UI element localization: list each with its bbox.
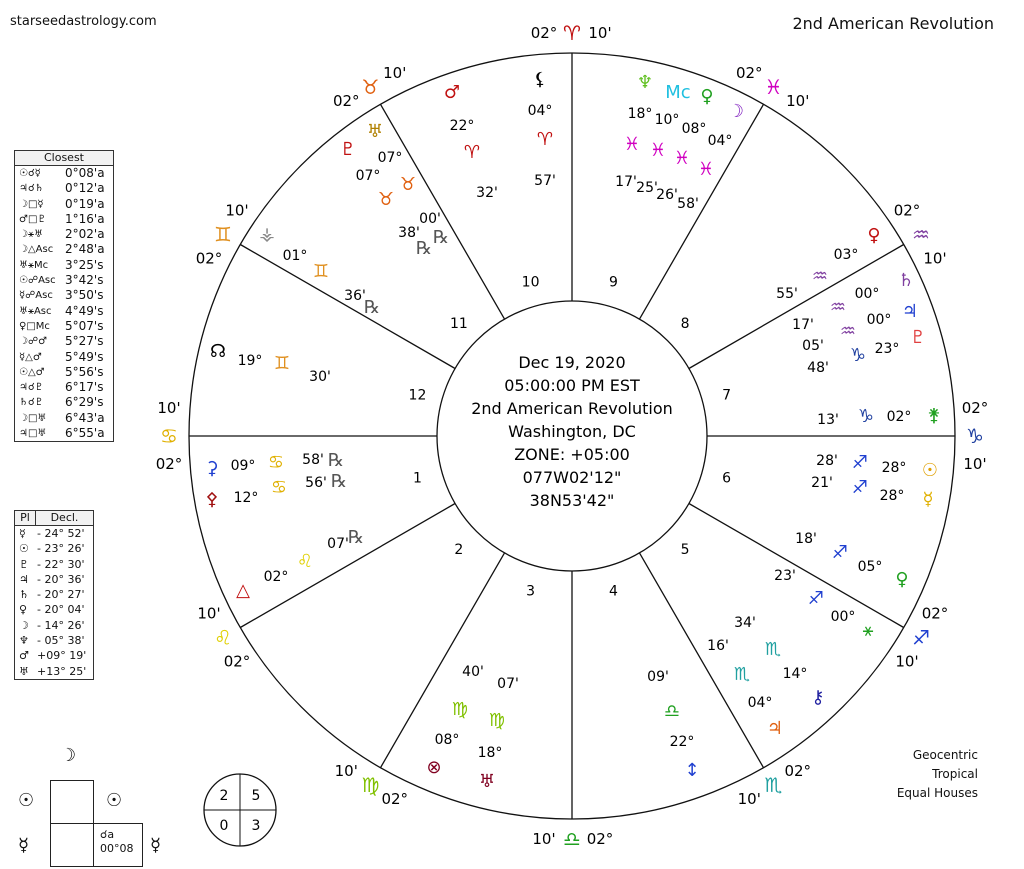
house-cusp-label: [196, 201, 249, 267]
planet-position-label: 10°: [654, 112, 680, 128]
zodiac-sign-icon: ♎: [563, 827, 581, 851]
house-number: 4: [608, 583, 618, 600]
planet-glyph-icon: ♅: [478, 771, 496, 792]
planet-position-label: 04°: [527, 103, 553, 119]
planet-glyph-icon: ♓: [649, 140, 667, 161]
cusp-minute: 10': [737, 790, 761, 809]
zodiac-sign-icon: ♏: [764, 773, 783, 798]
planet-position-label: 07°: [355, 168, 381, 184]
planet-position-label: 09': [647, 669, 669, 685]
planet-position-label: 00°: [866, 312, 892, 328]
zodiac-sign-icon: ♈: [563, 21, 581, 45]
planet-glyph-icon: ♇: [909, 327, 927, 348]
moon-icon: ☽: [60, 745, 77, 766]
closest-aspect: ☽△Asc: [19, 244, 54, 256]
planet-glyph-icon: ♊: [312, 261, 330, 282]
decl-value-header: Decl.: [50, 511, 79, 524]
cusp-degree: 02°: [921, 604, 949, 623]
planet-position-label: 01°: [282, 248, 308, 264]
planet-position-label: 30': [309, 369, 331, 385]
quadrant-circle: [200, 770, 280, 850]
chart-title: 2nd American Revolution: [792, 14, 994, 33]
planet-position-label: 04°: [747, 695, 773, 711]
cusp-minute: 10': [225, 201, 249, 220]
closest-row: [15, 273, 113, 288]
closest-aspect: ☉☌☿: [19, 168, 41, 179]
planet-glyph-icon: ℞: [347, 527, 365, 548]
declination-header: [15, 511, 93, 526]
cusp-degree: 02°: [530, 24, 558, 42]
planet-glyph-icon: ℞: [330, 471, 348, 492]
planet-position-label: 12°: [233, 490, 259, 506]
house-number: 12: [408, 387, 427, 404]
house-cusp-label: [894, 201, 947, 267]
planet-position-label: 57': [534, 173, 556, 189]
cusp-minute: 10': [923, 249, 947, 268]
house-cusp-label: [962, 399, 989, 473]
aspect-grid: [10, 745, 190, 865]
declination-row: [15, 648, 93, 663]
house-cusp-label: [333, 64, 406, 110]
closest-aspect: ☽⚹♅: [19, 229, 43, 241]
planet-glyph-icon: ♒: [829, 297, 847, 318]
planet-glyph-icon: ♃: [901, 301, 919, 322]
closest-row: [15, 319, 113, 334]
house-number: 3: [526, 583, 536, 600]
planet-position-label: 14°: [782, 666, 808, 682]
closest-orb: 5°49's: [65, 349, 104, 364]
decl-planet: ♀: [19, 603, 28, 617]
quadrant-3: 0: [219, 818, 229, 834]
center-info-line: 05:00:00 PM EST: [504, 376, 640, 395]
closest-orb: 5°07's: [65, 318, 104, 333]
planet-position-label: 02°: [263, 569, 289, 585]
planet-position-label: 17': [792, 317, 814, 333]
planet-glyph-icon: ℞: [363, 297, 381, 318]
planet-position-label: 00': [419, 211, 441, 227]
house-number: 6: [722, 470, 732, 487]
cusp-degree: 02°: [381, 790, 409, 809]
cusp-minute: 10': [334, 762, 358, 781]
decl-value: - 20° 36': [37, 572, 85, 586]
closest-orb: 6°43'a: [65, 410, 105, 425]
planet-glyph-icon: ♃: [766, 718, 784, 739]
closest-orb: 6°29's: [65, 395, 104, 410]
planet-glyph-icon: ♅: [366, 121, 384, 142]
declination-row: [15, 587, 93, 602]
planet-glyph-icon: ♐: [851, 477, 869, 498]
decl-planet: ♄: [19, 588, 29, 602]
planet-glyph-icon: ↕: [684, 760, 700, 781]
closest-aspect: ♃☌♄: [19, 183, 44, 195]
planet-position-label: 17': [615, 174, 637, 190]
planet-glyph-icon: ⚴: [205, 489, 219, 510]
planet-glyph-icon: ♋: [270, 477, 288, 498]
decl-value: - 14° 26': [37, 618, 85, 632]
planet-glyph-icon: ♄: [897, 270, 915, 291]
planet-glyph-icon: ♒: [811, 266, 829, 287]
cusp-minute: 10': [895, 652, 919, 671]
declination-row: [15, 664, 93, 679]
quadrant-1: 5: [251, 788, 261, 804]
planet-position-label: 40': [462, 664, 484, 680]
closest-aspects-table: [14, 150, 114, 442]
planet-position-label: 08°: [681, 121, 707, 137]
aspect-cell: [93, 823, 143, 867]
declination-row: [15, 526, 93, 541]
closest-orb: 5°27's: [65, 334, 104, 349]
sun-icon: ☉: [106, 790, 123, 811]
decl-planet: ♃: [19, 572, 29, 586]
planet-position-label: 21': [811, 475, 833, 491]
declination-row: [15, 633, 93, 648]
closest-row: [15, 212, 113, 227]
house-cusp-label: [156, 399, 183, 473]
zodiac-sign-icon: ♊: [214, 222, 232, 247]
planet-position-label: 09°: [230, 458, 256, 474]
site-url: starseedastrology.com: [10, 14, 157, 29]
planet-glyph-icon: ℞: [415, 238, 433, 259]
planet-glyph-icon: ♀: [867, 225, 881, 246]
closest-orb: 5°56's: [65, 364, 104, 379]
planet-glyph-icon: ♐: [807, 588, 825, 609]
planet-position-label: 19°: [237, 353, 263, 369]
planet-position-label: 23°: [874, 341, 900, 357]
closest-row: [15, 181, 113, 196]
house-number: 7: [722, 387, 732, 404]
planet-position-label: 18': [795, 531, 817, 547]
cusp-degree: 02°: [195, 249, 223, 268]
cusp-minute: 10': [383, 63, 407, 82]
decl-planet: ♆: [19, 634, 29, 648]
planet-position-label: 00°: [854, 286, 880, 302]
mercury-icon: ☿: [18, 835, 30, 856]
closest-aspect: ☿△♂: [19, 351, 42, 363]
decl-value: +13° 25': [37, 664, 87, 678]
aspect-cell-aspect: ☌a: [100, 828, 115, 841]
planet-position-label: 38': [398, 225, 420, 241]
decl-planet: ♇: [19, 557, 29, 571]
closest-orb: 0°12'a: [65, 181, 105, 196]
planet-glyph-icon: ♉: [399, 174, 417, 195]
closest-orb: 6°17's: [65, 380, 104, 395]
house-number: 9: [608, 274, 618, 291]
closest-orb: 4°49's: [65, 303, 104, 318]
planet-position-label: 36': [344, 288, 366, 304]
zodiac-sign-icon: ♓: [764, 74, 783, 99]
planet-position-label: 58': [677, 196, 699, 212]
house-cusp-label: [197, 604, 250, 670]
closest-orb: 0°08'a: [65, 166, 105, 180]
planet-glyph-icon: ♀: [700, 86, 714, 107]
planet-position-label: 34': [734, 615, 756, 631]
zodiac-sign-icon: ♉: [361, 74, 380, 99]
cusp-degree: 02°: [155, 455, 183, 473]
planet-position-label: 00°: [830, 609, 856, 625]
planet-glyph-icon: ☉: [921, 460, 939, 481]
planet-glyph-icon: ♉: [377, 189, 395, 210]
planet-position-label: 25': [636, 180, 658, 196]
planet-position-label: 28°: [879, 488, 905, 504]
planet-glyph-icon: ♇: [339, 139, 357, 160]
planet-position-label: 28°: [881, 460, 907, 476]
decl-planet: ♅: [19, 664, 29, 678]
planet-position-label: 23': [774, 568, 796, 584]
house-cusp-line: [640, 553, 764, 768]
planet-position-label: 58': [302, 452, 324, 468]
planet-position-label: 07': [497, 676, 519, 692]
planet-glyph-icon: ⚶: [259, 224, 275, 245]
house-cusp-label: [335, 762, 408, 808]
legend-houses: Equal Houses: [896, 786, 978, 800]
closest-orb: 3°25's: [65, 257, 104, 272]
closest-aspect: ♃□♅: [19, 428, 47, 440]
house-number: 11: [449, 315, 468, 332]
declination-row: [15, 602, 93, 617]
zodiac-sign-icon: ♑: [966, 424, 984, 448]
cusp-minute: 10': [197, 604, 221, 623]
closest-aspect: ☽☍♂: [19, 336, 48, 348]
closest-row: [15, 411, 113, 426]
closest-aspect: ☽□☿: [19, 198, 44, 210]
planet-glyph-icon: ⚹: [862, 620, 874, 641]
planet-position-label: 02°: [886, 409, 912, 425]
mercury-icon: ☿: [150, 835, 162, 856]
planet-glyph-icon: ♌: [296, 551, 314, 572]
planet-position-label: 28': [816, 453, 838, 469]
closest-aspect: ♀□Mc: [19, 320, 50, 332]
quadrant-4: 3: [251, 818, 261, 834]
planet-glyph-icon: ♑: [857, 406, 875, 427]
planet-position-label: 04°: [707, 133, 733, 149]
closest-aspect: ♅⚹Mc: [19, 259, 49, 271]
planet-glyph-icon: ♀: [895, 569, 909, 590]
closest-row: [15, 242, 113, 257]
cusp-minute: 10': [157, 399, 181, 417]
closest-row: [15, 258, 113, 273]
closest-aspect: ♄☌♇: [19, 397, 44, 409]
closest-orb: 1°16'a: [65, 211, 105, 226]
planet-glyph-icon: ⚸: [533, 69, 547, 90]
declination-row: [15, 541, 93, 556]
closest-header: Closest: [15, 151, 113, 166]
planet-glyph-icon: ♏: [764, 639, 782, 660]
aspect-cell-orb: 00°08: [100, 842, 134, 855]
planet-glyph-icon: Mc: [665, 82, 691, 103]
planet-position-label: 05°: [857, 559, 883, 575]
cusp-degree: 02°: [223, 652, 251, 671]
closest-aspect: ☉△♂: [19, 366, 45, 378]
cusp-degree: 02°: [961, 399, 989, 417]
planet-position-label: 05': [802, 338, 824, 354]
house-number: 10: [521, 274, 540, 291]
planet-glyph-icon: ♍: [451, 699, 469, 720]
closest-row: [15, 350, 113, 365]
decl-planet: ☿: [19, 527, 26, 540]
planet-position-label: 22°: [669, 734, 695, 750]
planet-glyph-icon: ♂: [443, 82, 461, 103]
closest-aspect: ☽□♅: [19, 412, 47, 424]
center-info-line: 38N53'42": [529, 491, 615, 510]
planet-glyph-icon: △: [236, 580, 250, 601]
closest-row: [15, 288, 113, 303]
house-number: 8: [680, 315, 690, 332]
closest-aspect: ♅⚹Asc: [19, 305, 52, 317]
cusp-minute: 10': [588, 24, 612, 42]
house-cusp-label: [895, 604, 948, 670]
closest-orb: 3°42's: [65, 273, 104, 288]
grid-cell: [50, 823, 94, 867]
closest-aspect: ♂□♇: [19, 213, 47, 225]
center-info-line: ZONE: +05:00: [514, 445, 630, 464]
house-cusp-line: [381, 104, 505, 319]
planet-glyph-icon: ♈: [463, 142, 481, 163]
closest-row: [15, 197, 113, 212]
zodiac-sign-icon: ♐: [912, 625, 930, 650]
planet-position-label: 22°: [449, 118, 475, 134]
decl-pl-header: Pl: [15, 511, 36, 525]
declination-row: [15, 557, 93, 572]
planet-position-label: 56': [305, 475, 327, 491]
planet-glyph-icon: ℞: [327, 450, 345, 471]
closest-orb: 3°50's: [65, 288, 104, 303]
closest-row: [15, 380, 113, 395]
planet-position-label: 18°: [477, 745, 503, 761]
planet-position-label: 55': [776, 286, 798, 302]
center-info-line: 077W02'12": [522, 468, 622, 487]
decl-value: - 05° 38': [37, 634, 85, 648]
closest-orb: 2°02'a: [65, 227, 105, 242]
planet-glyph-icon: ℞: [432, 227, 450, 248]
cusp-minute: 10': [963, 455, 987, 473]
planet-position-label: 03°: [833, 247, 859, 263]
closest-aspect: ☉☍Asc: [19, 275, 56, 287]
house-number: 2: [454, 542, 464, 559]
planet-position-label: 32': [476, 185, 498, 201]
closest-aspect: ☿☍Asc: [19, 290, 53, 302]
house-number: 5: [680, 542, 690, 559]
planet-position-label: 16': [707, 638, 729, 654]
planet-glyph-icon: ♐: [851, 452, 869, 473]
cusp-minute: 10': [532, 830, 556, 848]
planet-glyph-icon: ♋: [267, 452, 285, 473]
cusp-degree: 02°: [784, 762, 812, 781]
declination-row: [15, 572, 93, 587]
decl-value: +09° 19': [37, 649, 87, 663]
cusp-degree: 02°: [735, 63, 763, 82]
planet-glyph-icon: ⚳: [205, 458, 219, 479]
house-cusp-label: [736, 64, 809, 110]
planet-glyph-icon: ♓: [697, 159, 715, 180]
planet-position-label: 07': [327, 536, 349, 552]
sun-icon: ☉: [18, 790, 35, 811]
cusp-degree: 02°: [893, 201, 921, 220]
closest-orb: 0°19'a: [65, 196, 105, 211]
closest-row: [15, 227, 113, 242]
planet-glyph-icon: ♍: [488, 710, 506, 731]
closest-row: [15, 365, 113, 380]
closest-row: [15, 395, 113, 410]
planet-position-label: 07°: [377, 150, 403, 166]
cusp-degree: 02°: [586, 830, 614, 848]
house-cusp-label: [531, 21, 612, 45]
house-cusp-line: [689, 245, 904, 369]
closest-orb: 2°48'a: [65, 242, 105, 257]
planet-glyph-icon: ⊗: [426, 757, 442, 778]
decl-value: - 24° 52': [37, 527, 85, 540]
planet-glyph-icon: ♏: [733, 664, 751, 685]
planet-glyph-icon: ♒: [839, 321, 857, 342]
planet-glyph-icon: ♐: [831, 542, 849, 563]
planet-glyph-icon: ☽: [727, 101, 745, 122]
decl-value: - 20° 04': [37, 603, 85, 617]
planet-glyph-icon: ♈: [536, 129, 554, 150]
house-number: 1: [412, 470, 422, 487]
house-cusp-label: [738, 762, 811, 808]
planet-glyph-icon: ♑: [849, 345, 867, 366]
quadrant-2: 2: [219, 788, 229, 804]
center-info-line: Dec 19, 2020: [518, 353, 626, 372]
closest-row: [15, 166, 113, 181]
planet-position-label: 26': [656, 187, 678, 203]
decl-planet: ☽: [19, 618, 29, 632]
planet-position-label: 18°: [627, 106, 653, 122]
zodiac-sign-icon: ♋: [160, 424, 178, 448]
house-cusp-line: [240, 504, 455, 628]
zodiac-sign-icon: ♒: [912, 222, 930, 247]
planet-glyph-icon: ♎: [663, 701, 681, 722]
center-info-line: Washington, DC: [508, 422, 636, 441]
house-cusp-label: [532, 827, 613, 851]
planet-position-label: 13': [817, 412, 839, 428]
grid-cell: [50, 780, 94, 824]
cusp-degree: 02°: [332, 91, 360, 110]
legend-geocentric: Geocentric: [912, 748, 978, 762]
decl-planet: ☉: [19, 542, 29, 556]
zodiac-sign-icon: ♍: [361, 773, 380, 798]
planet-glyph-icon: ☿: [922, 489, 934, 510]
chart-legend: [897, 746, 978, 803]
cusp-minute: 10': [786, 91, 810, 110]
legend-tropical: Tropical: [932, 767, 978, 781]
declination-table: [14, 510, 94, 680]
zodiac-sign-icon: ♌: [214, 625, 232, 650]
declination-row: [15, 618, 93, 633]
planet-glyph-icon: ♓: [673, 148, 691, 169]
closest-row: [15, 304, 113, 319]
decl-value: - 22° 30': [37, 557, 85, 571]
planet-position-label: 08°: [434, 732, 460, 748]
planet-glyph-icon: ⚷: [811, 687, 825, 708]
decl-planet: ♂: [19, 649, 29, 663]
closest-row: [15, 334, 113, 349]
planet-glyph-icon: ☊: [210, 341, 226, 362]
decl-value: - 20° 27': [37, 588, 85, 602]
planet-glyph-icon: ♊: [273, 353, 291, 374]
closest-aspect: ♃☌♇: [19, 382, 44, 394]
closest-row: [15, 426, 113, 441]
center-info-line: 2nd American Revolution: [471, 399, 673, 418]
planet-glyph-icon: ♆: [636, 72, 654, 93]
planet-glyph-icon: ♓: [623, 134, 641, 155]
planet-glyph-icon: ⚵: [927, 405, 941, 426]
planet-position-label: 48': [807, 360, 829, 376]
closest-orb: 6°55'a: [65, 426, 105, 441]
house-cusp-line: [237, 245, 455, 369]
decl-value: - 23° 26': [37, 542, 85, 556]
